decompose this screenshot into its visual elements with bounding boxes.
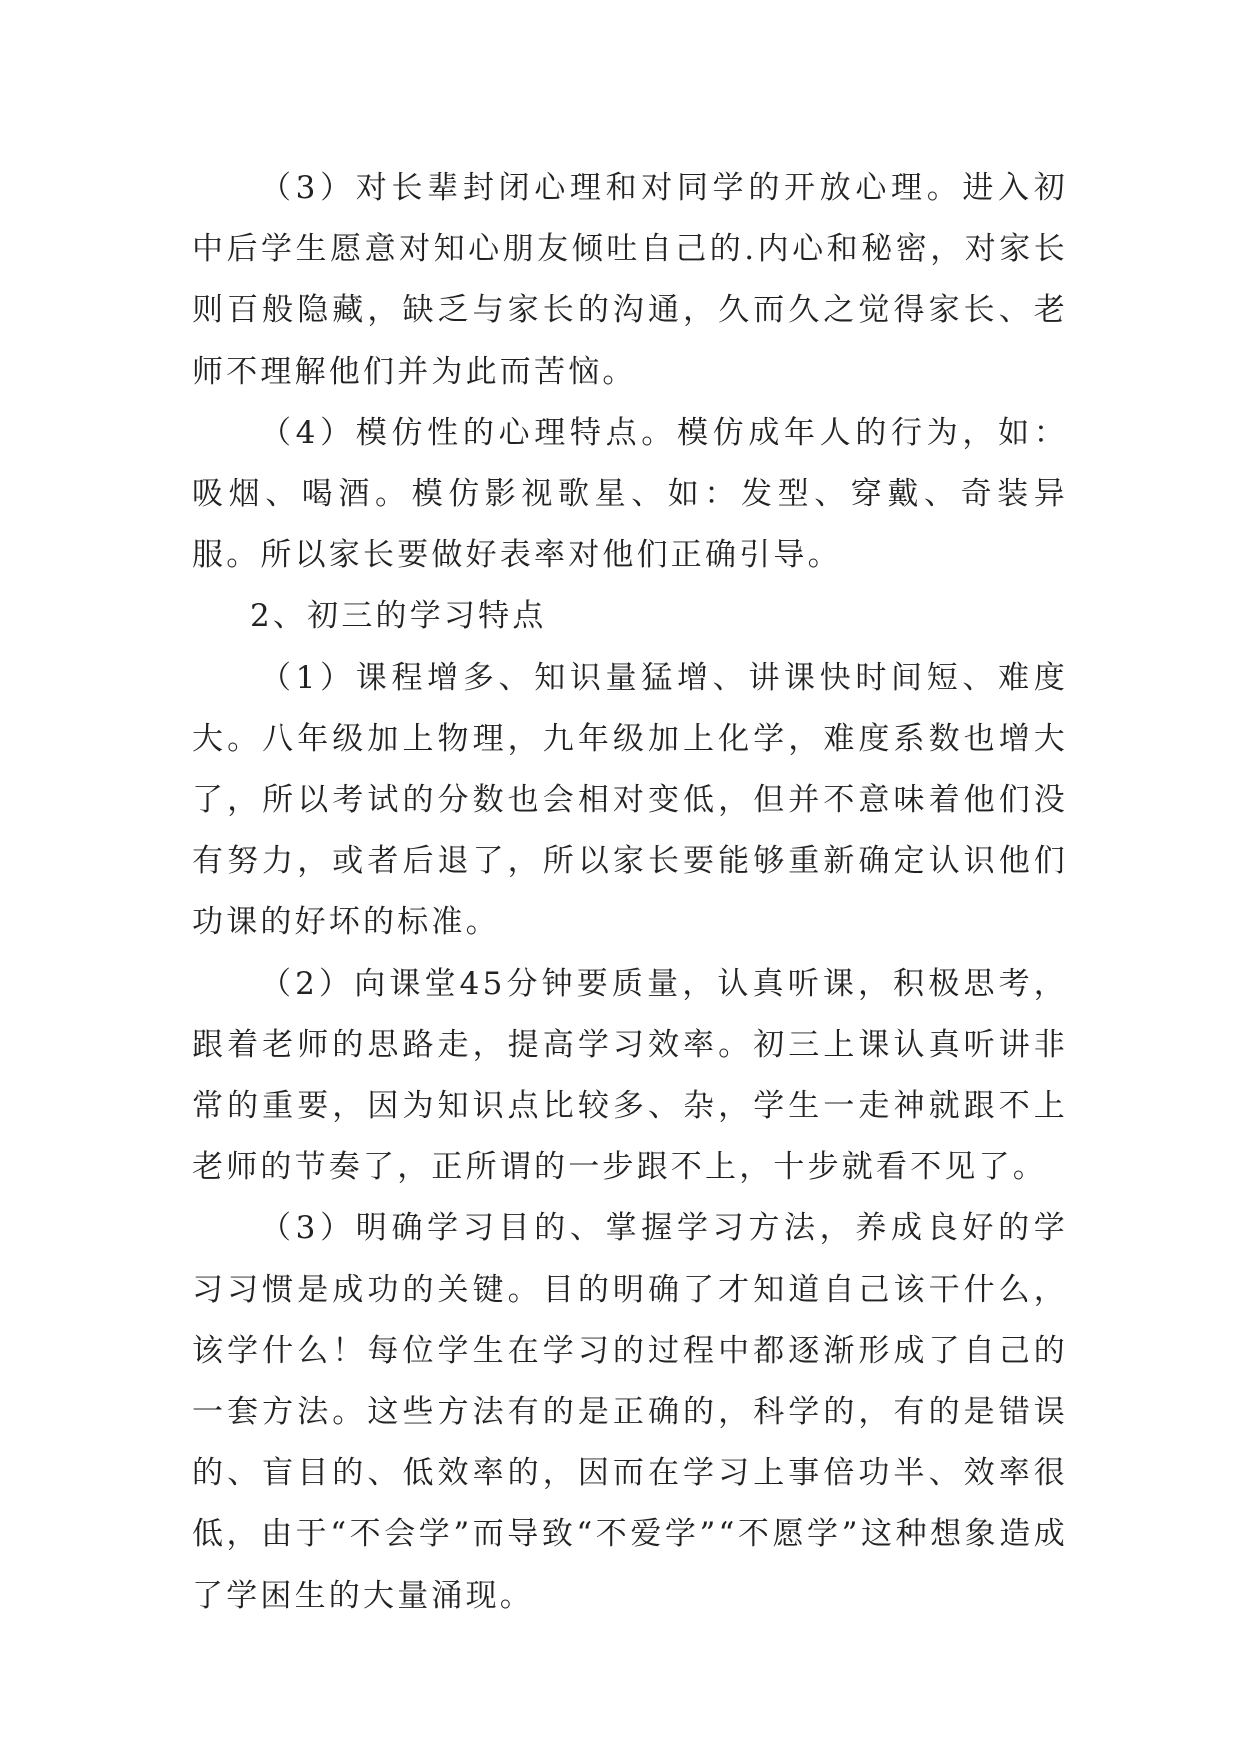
document-body xyxy=(192,158,1068,1627)
paragraph-more-courses: （1）课程增多、知识量猛增、讲课快时间短、难度大。八年级加上物理，九年级加上化学，难度系数也增大了，所以考试的分数也会相对变低，但并不意味着他们没有努力，或者后退了，所以家长要能够重新确定认识他们功课的好坏的标准。 xyxy=(192,659,1068,941)
section-heading-study-features: 2、初三的学习特点 xyxy=(250,598,547,635)
paragraph-imitation-psychology: （4）模仿性的心理特点。模仿成年人的行为，如：吸烟、喝酒。模仿影视歌星、如：发型、穿戴、奇装异服。所以家长要做好表率对他们正确引导。 xyxy=(192,414,1068,574)
paragraph-study-methods: （3）明确学习目的、掌握学习方法，养成良好的学习习惯是成功的关键。目的明确了才知道自己该干什么，该学什么！每位学生在学习的过程中都逐渐形成了自己的一套方法。这些方法有的是正确的，科学的，有的是错误的、盲目的、低效率的，因而在学习上事倍功半、效率很低，由于“不会学”而导致“不爱学”“不愿学”这种想象造成了学困生的大量涌现。 xyxy=(192,1210,1068,1614)
paragraph-closed-open-psychology: （3）对长辈封闭心理和对同学的开放心理。进入初中后学生愿意对知心朋友倾吐自己的.内心和秘密，对家长则百般隐藏，缺乏与家长的沟通，久而久之觉得家长、老师不理解他们并为此而苦恼。 xyxy=(192,170,1068,390)
paragraph-class-quality: （2）向课堂45分钟要质量，认真听课，积极思考，跟着老师的思路走，提高学习效率。初三上课认真听讲非常的重要，因为知识点比较多、杂，学生一走神就跟不上老师的节奏了，正所谓的一步跟不上，十步就看不见了。 xyxy=(192,965,1068,1186)
